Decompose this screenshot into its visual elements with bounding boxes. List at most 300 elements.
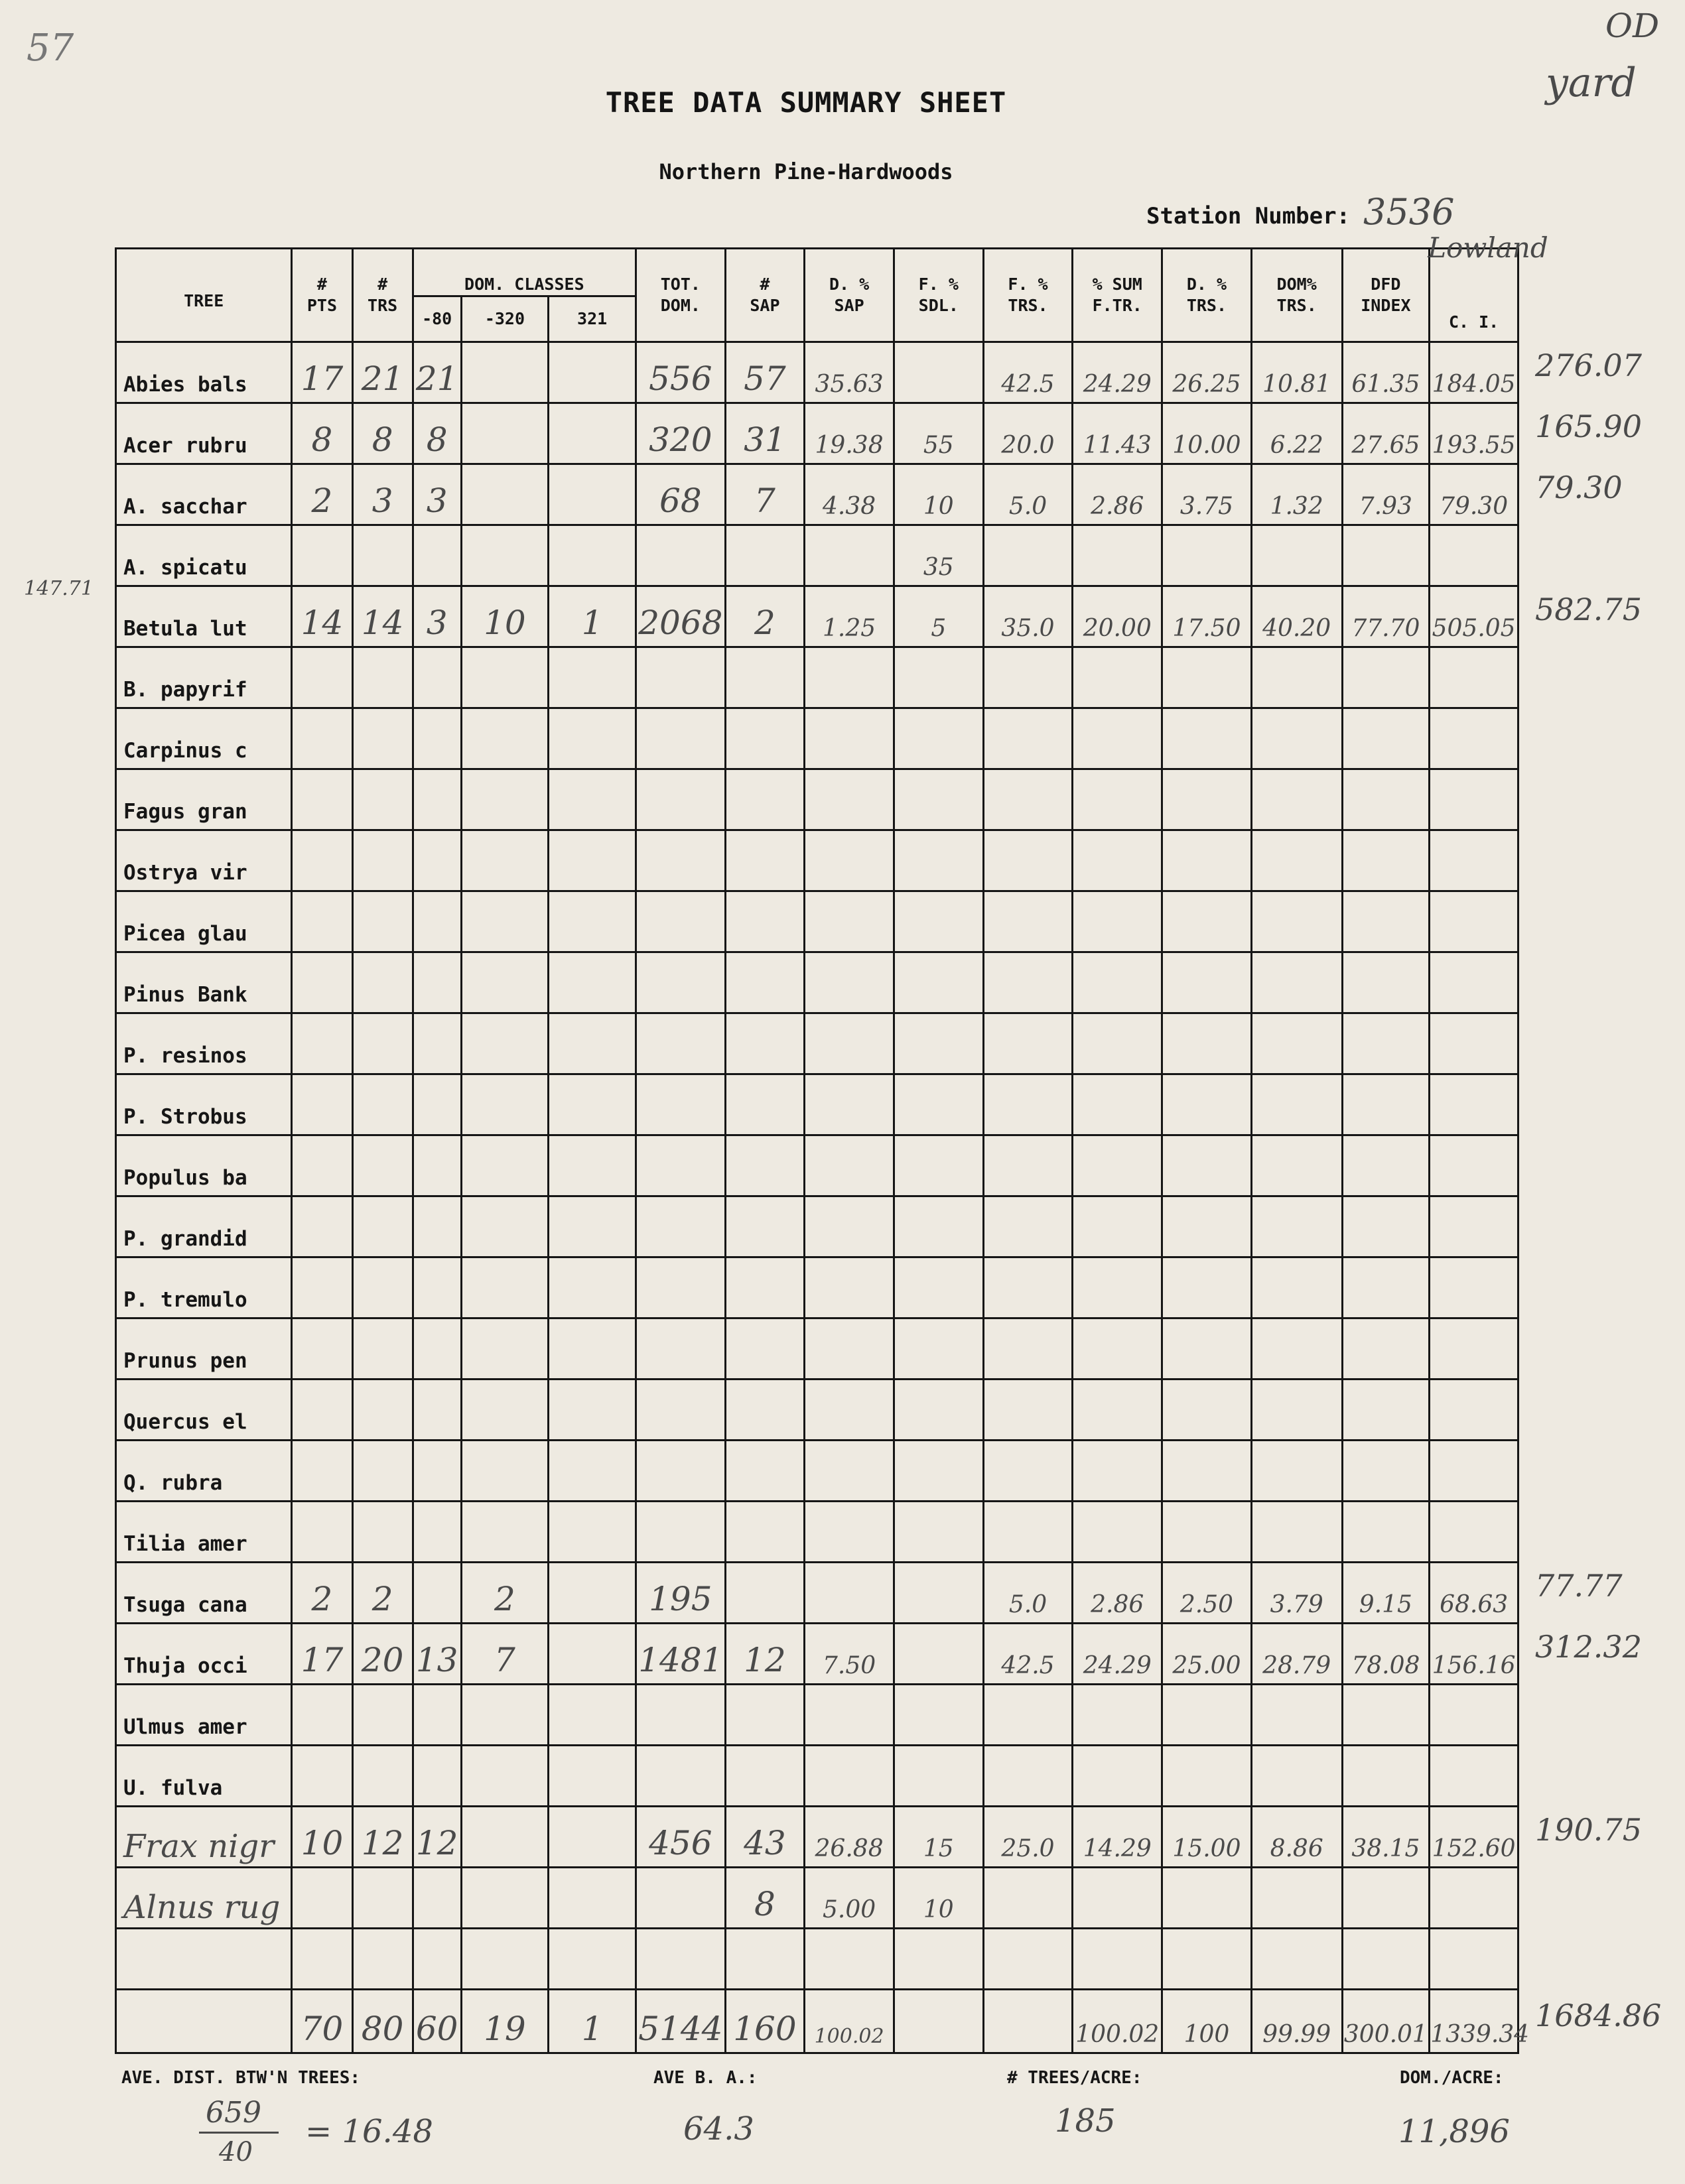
value-cell: 1 [549, 1990, 636, 2053]
table-row [116, 464, 1518, 525]
value-cell [1251, 1135, 1342, 1196]
value-cell [1430, 830, 1518, 891]
value-cell [352, 1502, 413, 1563]
value-cell [1073, 1257, 1162, 1318]
value-cell [1162, 1746, 1252, 1807]
value-cell [413, 1318, 461, 1380]
value-cell [636, 647, 725, 708]
header-f-trs: F. % TRS. [983, 249, 1073, 342]
header-dom-320: -320 [461, 296, 549, 342]
value-cell [292, 891, 352, 952]
value-cell [1251, 1868, 1342, 1929]
value-cell [725, 525, 805, 586]
value-cell [805, 1074, 894, 1135]
value-cell [805, 1441, 894, 1502]
tree-name-cell: Frax nigr [116, 1807, 292, 1868]
value-cell [1073, 1135, 1162, 1196]
value-cell: 195 [636, 1563, 725, 1624]
value-cell [894, 891, 983, 952]
value-cell [983, 1196, 1073, 1257]
value-cell: 2 [725, 586, 805, 647]
value-cell [461, 464, 549, 525]
value-cell [1162, 647, 1252, 708]
value-cell [1073, 1318, 1162, 1380]
value-cell [983, 1380, 1073, 1441]
value-cell [805, 708, 894, 769]
value-cell [1430, 1441, 1518, 1502]
value-cell [413, 1685, 461, 1746]
value-cell [1073, 647, 1162, 708]
tree-name-cell: Ulmus amer [116, 1685, 292, 1746]
value-cell [983, 1746, 1073, 1807]
tree-name-cell: Quercus el [116, 1380, 292, 1441]
value-cell [413, 1074, 461, 1135]
value-cell: 5144 [636, 1990, 725, 2053]
value-cell [1342, 1257, 1430, 1318]
value-cell [983, 1990, 1073, 2053]
value-cell: 5.0 [983, 1563, 1073, 1624]
value-cell [352, 1685, 413, 1746]
value-cell [1342, 1746, 1430, 1807]
margin-note: 147.71 [24, 577, 94, 600]
value-cell [549, 1318, 636, 1380]
row-total-note: 79.30 [1535, 470, 1623, 505]
tree-name-cell: Fagus gran [116, 769, 292, 830]
value-cell [292, 1502, 352, 1563]
value-cell [413, 1929, 461, 1990]
value-cell [1430, 525, 1518, 586]
header-dom-80: -80 [413, 296, 461, 342]
value-cell [1073, 830, 1162, 891]
value-cell: 100.02 [1073, 1990, 1162, 2053]
table-row [116, 342, 1518, 403]
value-cell: 43 [725, 1807, 805, 1868]
value-cell: 12 [413, 1807, 461, 1868]
value-cell [894, 1380, 983, 1441]
value-cell: 8 [352, 403, 413, 464]
value-cell [292, 830, 352, 891]
value-cell [1073, 891, 1162, 952]
value-cell [725, 708, 805, 769]
value-cell: 10 [894, 1868, 983, 1929]
value-cell [636, 1685, 725, 1746]
value-cell [636, 1380, 725, 1441]
value-cell [1430, 1868, 1518, 1929]
value-cell [1251, 830, 1342, 891]
value-cell [461, 525, 549, 586]
header-tot-dom: TOT. DOM. [636, 249, 725, 342]
tree-name-cell: Q. rubra [116, 1441, 292, 1502]
value-cell [1162, 525, 1252, 586]
value-cell [413, 1196, 461, 1257]
tree-name-cell: P. tremulo [116, 1257, 292, 1318]
value-cell [413, 1135, 461, 1196]
value-cell: 55 [894, 403, 983, 464]
value-cell [1251, 1380, 1342, 1441]
station-number-label: Station Number: [1146, 203, 1351, 229]
value-cell [352, 1318, 413, 1380]
value-cell: 2 [292, 1563, 352, 1624]
value-cell [549, 1257, 636, 1318]
value-cell: 60 [413, 1990, 461, 2053]
table-row [116, 1624, 1518, 1685]
value-cell [894, 1257, 983, 1318]
header-dom-trs: DOM% TRS. [1251, 249, 1342, 342]
value-cell [413, 1868, 461, 1929]
value-cell [292, 1685, 352, 1746]
table-row [116, 952, 1518, 1013]
value-cell: 300.01 [1342, 1990, 1430, 2053]
value-cell: 19 [461, 1990, 549, 2053]
value-cell [805, 1257, 894, 1318]
value-cell [461, 708, 549, 769]
value-cell [413, 1502, 461, 1563]
value-cell [1251, 769, 1342, 830]
value-cell [983, 1502, 1073, 1563]
value-cell: 61.35 [1342, 342, 1430, 403]
value-cell [894, 647, 983, 708]
value-cell [725, 1380, 805, 1441]
value-cell [292, 647, 352, 708]
value-cell [1430, 647, 1518, 708]
value-cell [1430, 1013, 1518, 1074]
value-cell [549, 1624, 636, 1685]
value-cell [725, 1318, 805, 1380]
value-cell [725, 830, 805, 891]
value-cell [725, 891, 805, 952]
value-cell [725, 1013, 805, 1074]
row-total-note: 165.90 [1535, 409, 1642, 444]
value-cell [413, 1563, 461, 1624]
value-cell [1162, 1380, 1252, 1441]
value-cell: 21 [352, 342, 413, 403]
value-cell [894, 708, 983, 769]
table-row [116, 1013, 1518, 1074]
value-cell [461, 403, 549, 464]
value-cell: 78.08 [1342, 1624, 1430, 1685]
value-cell: 1.32 [1251, 464, 1342, 525]
value-cell: 27.65 [1342, 403, 1430, 464]
table-row [116, 647, 1518, 708]
ave-dist-numerator: 659 [206, 2096, 261, 2130]
table-row [116, 1074, 1518, 1135]
value-cell [292, 1196, 352, 1257]
value-cell: 12 [352, 1807, 413, 1868]
value-cell: 40.20 [1251, 586, 1342, 647]
value-cell: 25.00 [1162, 1624, 1252, 1685]
value-cell [636, 1746, 725, 1807]
value-cell [1162, 1441, 1252, 1502]
value-cell [725, 1441, 805, 1502]
value-cell: 12 [725, 1624, 805, 1685]
value-cell: 505.05 [1430, 586, 1518, 647]
value-cell [1162, 1868, 1252, 1929]
value-cell: 10 [461, 586, 549, 647]
value-cell [413, 769, 461, 830]
row-total-note: 77.77 [1535, 1568, 1623, 1604]
value-cell: 26.88 [805, 1807, 894, 1868]
value-cell: 3.79 [1251, 1563, 1342, 1624]
value-cell [1251, 1685, 1342, 1746]
value-cell [352, 647, 413, 708]
value-cell: 2 [461, 1563, 549, 1624]
ave-dist-denominator: 40 [219, 2137, 253, 2167]
value-cell [549, 830, 636, 891]
value-cell [292, 1318, 352, 1380]
value-cell: 20.0 [983, 403, 1073, 464]
value-cell: 19.38 [805, 403, 894, 464]
value-cell [1251, 1013, 1342, 1074]
value-cell: 2.86 [1073, 1563, 1162, 1624]
value-cell [805, 830, 894, 891]
value-cell: 28.79 [1251, 1624, 1342, 1685]
value-cell [461, 1502, 549, 1563]
value-cell: 184.05 [1430, 342, 1518, 403]
tree-name-cell: Populus ba [116, 1135, 292, 1196]
value-cell [894, 1746, 983, 1807]
value-cell [1430, 1318, 1518, 1380]
value-cell [1162, 1318, 1252, 1380]
value-cell [292, 1013, 352, 1074]
corner-note: yard [1546, 60, 1637, 106]
row-total-note: 312.32 [1535, 1629, 1642, 1665]
value-cell [1162, 891, 1252, 952]
value-cell [461, 1257, 549, 1318]
table-row [116, 1563, 1518, 1624]
value-cell [549, 1746, 636, 1807]
value-cell: 5.0 [983, 464, 1073, 525]
value-cell [805, 1563, 894, 1624]
value-cell: 2.50 [1162, 1563, 1252, 1624]
value-cell: 13 [413, 1624, 461, 1685]
value-cell: 10.00 [1162, 403, 1252, 464]
value-cell [292, 708, 352, 769]
value-cell [549, 1135, 636, 1196]
header-pts: # PTS [292, 249, 352, 342]
row-total-note: 190.75 [1535, 1812, 1642, 1848]
value-cell [352, 1135, 413, 1196]
tree-name-cell: P. resinos [116, 1013, 292, 1074]
value-cell [725, 1135, 805, 1196]
value-cell [805, 1013, 894, 1074]
value-cell: 80 [352, 1990, 413, 2053]
value-cell [1251, 525, 1342, 586]
value-cell [461, 952, 549, 1013]
value-cell [549, 647, 636, 708]
table-row [116, 891, 1518, 952]
value-cell [1342, 1380, 1430, 1441]
value-cell: 156.16 [1430, 1624, 1518, 1685]
value-cell [549, 708, 636, 769]
value-cell [413, 1380, 461, 1441]
value-cell [1430, 708, 1518, 769]
header-ci [1428, 231, 1548, 342]
ave-ba-label: AVE B. A.: [653, 2068, 758, 2088]
value-cell [352, 525, 413, 586]
tree-name-cell [116, 1990, 292, 2053]
value-cell [1162, 1013, 1252, 1074]
value-cell: 70 [292, 1990, 352, 2053]
value-cell [549, 1929, 636, 1990]
value-cell [636, 769, 725, 830]
value-cell [894, 1441, 983, 1502]
value-cell [636, 952, 725, 1013]
value-cell [725, 769, 805, 830]
value-cell [894, 342, 983, 403]
value-cell [1162, 1257, 1252, 1318]
header-sap: # SAP [725, 249, 805, 342]
value-cell [461, 647, 549, 708]
value-cell [1430, 891, 1518, 952]
value-cell [549, 1502, 636, 1563]
value-cell [292, 1074, 352, 1135]
value-cell [1430, 1135, 1518, 1196]
value-cell [352, 952, 413, 1013]
value-cell [1342, 708, 1430, 769]
value-cell [805, 1502, 894, 1563]
table-row [116, 1990, 1518, 2053]
value-cell: 556 [636, 342, 725, 403]
tree-name-cell: Betula lut [116, 586, 292, 647]
value-cell [1342, 1868, 1430, 1929]
value-cell: 8.86 [1251, 1807, 1342, 1868]
header-dfd-index: DFD INDEX [1342, 249, 1430, 342]
tree-name-cell: Prunus pen [116, 1318, 292, 1380]
value-cell [352, 1074, 413, 1135]
value-cell [894, 769, 983, 830]
value-cell [1342, 1685, 1430, 1746]
value-cell [549, 1563, 636, 1624]
value-cell [1251, 1929, 1342, 1990]
value-cell [805, 647, 894, 708]
value-cell [292, 769, 352, 830]
value-cell [461, 1318, 549, 1380]
value-cell [805, 1318, 894, 1380]
value-cell [413, 1746, 461, 1807]
value-cell [1073, 952, 1162, 1013]
table-row [116, 830, 1518, 891]
value-cell [983, 1685, 1073, 1746]
value-cell: 9.15 [1342, 1563, 1430, 1624]
value-cell: 6.22 [1251, 403, 1342, 464]
value-cell [1342, 647, 1430, 708]
value-cell [983, 1929, 1073, 1990]
value-cell [1430, 1685, 1518, 1746]
value-cell [1251, 891, 1342, 952]
value-cell [983, 952, 1073, 1013]
value-cell [636, 1013, 725, 1074]
value-cell [636, 525, 725, 586]
value-cell [1251, 1746, 1342, 1807]
value-cell [1162, 1929, 1252, 1990]
value-cell [549, 464, 636, 525]
value-cell [805, 891, 894, 952]
value-cell [725, 647, 805, 708]
value-cell [1251, 1196, 1342, 1257]
value-cell [805, 525, 894, 586]
value-cell [292, 525, 352, 586]
value-cell: 35 [894, 525, 983, 586]
header-trs: # TRS [352, 249, 413, 342]
value-cell [461, 1135, 549, 1196]
value-cell [983, 1013, 1073, 1074]
table-row [116, 1196, 1518, 1257]
tree-name-cell: A. sacchar [116, 464, 292, 525]
value-cell [1162, 1502, 1252, 1563]
table-row [116, 1318, 1518, 1380]
value-cell [636, 1196, 725, 1257]
value-cell [461, 1074, 549, 1135]
value-cell: 152.60 [1430, 1807, 1518, 1868]
value-cell [805, 1746, 894, 1807]
value-cell [1073, 1746, 1162, 1807]
value-cell [894, 1624, 983, 1685]
value-cell [1251, 1257, 1342, 1318]
value-cell [549, 1074, 636, 1135]
value-cell: 57 [725, 342, 805, 403]
value-cell [1162, 1196, 1252, 1257]
value-cell [725, 1502, 805, 1563]
value-cell [413, 647, 461, 708]
value-cell [805, 1196, 894, 1257]
header-f-sdl: F. % SDL. [894, 249, 983, 342]
value-cell [413, 952, 461, 1013]
value-cell [1073, 1013, 1162, 1074]
value-cell: 14 [352, 586, 413, 647]
value-cell: 2 [352, 1563, 413, 1624]
value-cell: 5 [894, 586, 983, 647]
value-cell [352, 891, 413, 952]
value-cell [461, 830, 549, 891]
value-cell [894, 1196, 983, 1257]
header-sum-ftr: % SUM F.TR. [1073, 249, 1162, 342]
value-cell [549, 1196, 636, 1257]
value-cell [1342, 1502, 1430, 1563]
tree-name-cell: Tilia amer [116, 1502, 292, 1563]
value-cell [805, 1929, 894, 1990]
value-cell [549, 1868, 636, 1929]
tree-name-cell: P. Strobus [116, 1074, 292, 1135]
value-cell [636, 1929, 725, 1990]
value-cell [413, 1257, 461, 1318]
value-cell [352, 1196, 413, 1257]
value-cell [1430, 1502, 1518, 1563]
value-cell [636, 1257, 725, 1318]
value-cell [983, 891, 1073, 952]
value-cell: 15 [894, 1807, 983, 1868]
value-cell [461, 1013, 549, 1074]
value-cell [1073, 769, 1162, 830]
value-cell: 456 [636, 1807, 725, 1868]
value-cell [894, 830, 983, 891]
page-number: 57 [27, 27, 74, 70]
value-cell [292, 1868, 352, 1929]
sheet-subtitle: Northern Pine-Hardwoods [659, 159, 953, 184]
value-cell: 68.63 [1430, 1563, 1518, 1624]
value-cell [636, 708, 725, 769]
value-cell [413, 891, 461, 952]
value-cell: 320 [636, 403, 725, 464]
value-cell [1342, 1441, 1430, 1502]
table-row [116, 525, 1518, 586]
header-dom-321: 321 [549, 296, 636, 342]
value-cell [292, 1257, 352, 1318]
value-cell [894, 1563, 983, 1624]
tree-name-cell: Ostrya vir [116, 830, 292, 891]
value-cell [805, 1135, 894, 1196]
value-cell: 24.29 [1073, 342, 1162, 403]
value-cell [1342, 891, 1430, 952]
